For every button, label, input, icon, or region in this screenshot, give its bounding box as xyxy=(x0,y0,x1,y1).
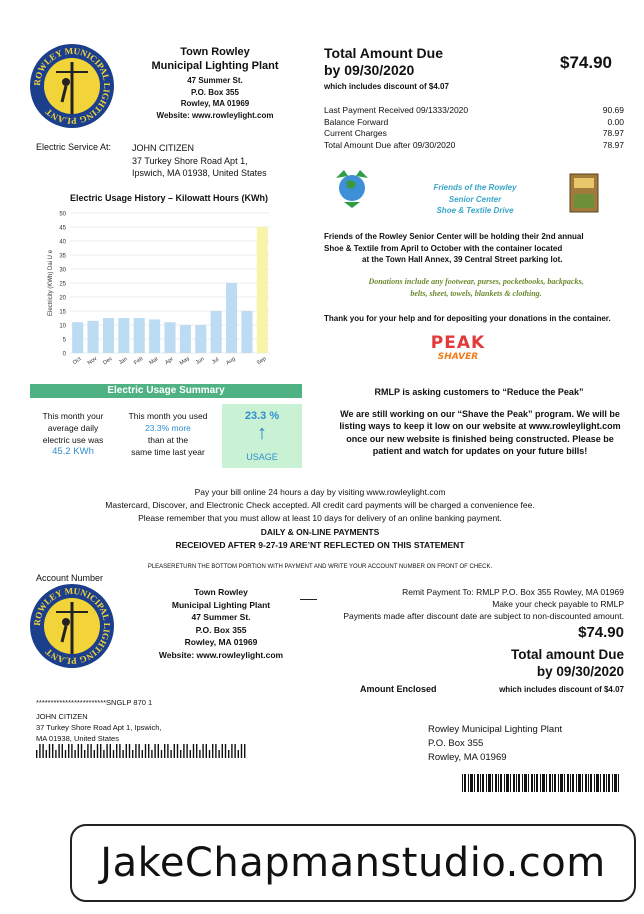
total-due-amount: $74.90 xyxy=(560,53,612,72)
ledger-row: Total Amount Due after 09/30/2020 78.97 xyxy=(324,139,624,150)
thanks-text: Thank you for your help and for depositing your donations in the container. xyxy=(324,314,611,323)
stub-address-3: Rowley, MA 01969 xyxy=(184,637,258,647)
utility-name: Town Rowley xyxy=(180,46,250,58)
recycle-globe-icon xyxy=(332,164,372,210)
chart-bar xyxy=(88,321,99,353)
stub-address-2: P.O. Box 355 xyxy=(195,624,247,635)
y-tick-label: 30 xyxy=(59,267,66,274)
account-number-label: Account Number xyxy=(36,573,104,583)
average-daily-use: 45.2 KWh xyxy=(52,446,94,457)
x-tick-label: Sep xyxy=(256,355,268,367)
remit-line-3: Payments made after discount date are subject to non-discounted amount. xyxy=(343,611,624,621)
notice-line-1: Pay your bill online 24 hours a day by visiting www.rowleylight.com xyxy=(194,487,446,497)
discount-note: which includes discount of $4.07 xyxy=(324,82,449,91)
service-address-1: 37 Turkey Shore Road Apt 1, xyxy=(132,155,248,166)
chart-bar xyxy=(257,227,268,353)
service-address-2: Ipswich, MA 01938, United States xyxy=(132,168,267,178)
notice-line-5: RECEIOVED AFTER 9-27-19 ARE’NT REFLECTED ON THIS STATEMENT xyxy=(175,539,465,550)
y-tick-label: 0 xyxy=(62,351,66,358)
stub-due-date: by 09/30/2020 xyxy=(536,664,624,679)
remit-line-2: Make your check payable to RMLP xyxy=(492,599,624,609)
rmlp-logo-stub xyxy=(30,584,114,668)
friends-title-3: Shoe & Textile Drive xyxy=(436,206,514,215)
utility-address-2: P.O. Box 355 xyxy=(191,87,239,97)
stub-customer-address-2: MA 01938, United States xyxy=(36,734,119,743)
x-tick-label: Aug xyxy=(225,355,237,367)
stub-customer-address-1: 37 Turkey Shore Road Apt 1, Ipswich, xyxy=(36,723,162,732)
utility-website: Website: www.rowleylight.com xyxy=(156,110,274,120)
ledger-row: Last Payment Received 09/1333/2020 90.69 xyxy=(324,105,624,115)
y-tick-label: 40 xyxy=(59,239,66,246)
summary-a3: electric use was xyxy=(42,435,104,445)
x-tick-label: Nov xyxy=(86,355,99,367)
summary-b1: This month you used xyxy=(128,411,208,421)
usage-change-box xyxy=(222,404,302,468)
stub-utility-name: Town Rowley xyxy=(194,587,248,597)
stub-due-title: Total amount Due xyxy=(511,647,624,662)
remit-to-name: Rowley Municipal Lighting Plant xyxy=(428,724,563,735)
y-tick-label: 25 xyxy=(59,281,66,288)
summary-a1: This month your xyxy=(42,411,104,421)
chart-bar xyxy=(164,322,175,353)
remit-to-city: Rowley, MA 01969 xyxy=(428,752,507,763)
arrow-up-icon: ↑ xyxy=(257,422,267,444)
y-tick-label: 5 xyxy=(62,337,66,344)
notice-line-4: DAILY & ON-LINE PAYMENTS xyxy=(260,526,380,537)
remit-to-box: P.O. Box 355 xyxy=(428,738,484,749)
total-due-title: Total Amount Due xyxy=(324,45,443,61)
rmlp-logo xyxy=(30,44,114,128)
y-tick-label: 50 xyxy=(59,211,66,218)
notice-line-2: Mastercard, Discover, and Electronic Check accepted. All credit card payments will be charged a convenience fee. xyxy=(105,500,535,511)
utility-subname: Municipal Lighting Plant xyxy=(151,60,279,72)
y-tick-label: 20 xyxy=(59,295,66,302)
ledger-row: Balance Forward 0.00 xyxy=(324,116,624,127)
amount-enclosed-label: Amount Enclosed xyxy=(360,684,437,694)
chart-bar xyxy=(226,283,237,353)
x-tick-label: Jan xyxy=(117,356,129,367)
y-tick-label: 15 xyxy=(59,309,66,316)
chart-bar xyxy=(103,318,114,353)
utility-address-3: Rowley, MA 01969 xyxy=(180,99,250,108)
donation-bin-icon xyxy=(566,170,602,214)
friends-text-2: Shoe & Textile from April to October with the container located xyxy=(324,243,563,253)
svg-text:ROWLEY MUNICIPAL LIGHTING PLAN: ROWLEY MUNICIPAL LIGHTING PLANT xyxy=(31,45,113,127)
peak-headline: RMLP is asking customers to “Reduce the Peak” xyxy=(374,387,584,397)
remit-line-1: Remit Payment To: RMLP P.O. Box 355 Rowley, MA 01969 xyxy=(402,587,624,597)
stub-utility-subname: Municipal Lighting Plant xyxy=(171,599,271,610)
donations-text-1: Donations include any footwear, purses, pocketbooks, backpacks, xyxy=(368,277,584,286)
service-label: Electric Service At: xyxy=(36,142,112,152)
y-tick-label: 35 xyxy=(59,253,66,260)
stub-customer-name: JOHN CITIZEN xyxy=(36,712,88,721)
x-tick-label: Feb xyxy=(133,356,145,367)
utility-address-1: 47 Summer St. xyxy=(187,76,243,85)
chart-bar xyxy=(180,325,191,353)
chart-title: Electric Usage History – Kilowatt Hours (KWh) xyxy=(69,193,269,203)
chart-bar xyxy=(149,319,160,353)
y-tick-label: 45 xyxy=(59,225,66,232)
percent-more: 23.3% more xyxy=(145,423,191,433)
x-tick-label: Mar xyxy=(148,356,160,367)
watermark-banner: JakeChapmanstudio.com xyxy=(70,824,636,902)
friends-title-1: Friends of the Rowley xyxy=(433,183,517,192)
return-instruction: PLEASERETURN THE BOTTOM PORTION WITH PAYMENT AND WRITE YOUR ACCOUNT NUMBER ON FRONT OF CHECK. xyxy=(147,564,493,570)
chart-bar xyxy=(118,318,129,353)
sngl-line: ************************SNGLP 870 1 xyxy=(36,698,153,707)
stub-discount: which includes discount of $4.07 xyxy=(499,685,624,694)
x-tick-label: Jun xyxy=(194,356,206,367)
usage-label: USAGE xyxy=(246,452,278,462)
notice-line-3: Please remember that you must allow at least 10 days for delivery of an online banking payment. xyxy=(138,513,502,524)
scan-barcode xyxy=(462,774,622,792)
stub-amount: $74.90 xyxy=(578,624,624,641)
summary-a2: average daily xyxy=(47,423,99,433)
stub-address-1: 47 Summer St. xyxy=(191,612,251,622)
friends-text-1: Friends of the Rowley Senior Center will be holding their 2nd annual xyxy=(324,232,584,241)
y-axis-label: Electricity (KWh) Dai U e xyxy=(48,249,54,317)
chart-bar xyxy=(241,311,252,353)
friends-text-3: at the Town Hall Annex, 39 Central Street parking lot. xyxy=(362,255,563,264)
chart-bar xyxy=(195,325,206,353)
peak-text-4: patient and watch for updates on your future bills! xyxy=(372,445,588,456)
customer-name: JOHN CITIZEN xyxy=(132,143,194,153)
x-tick-label: Oct xyxy=(71,356,83,367)
x-tick-label: Dec xyxy=(102,355,114,367)
postal-barcode xyxy=(36,744,251,758)
stub-website: Website: www.rowleylight.com xyxy=(158,649,284,660)
chart-bar xyxy=(211,311,222,353)
summary-b3: than at the xyxy=(147,435,189,445)
ledger xyxy=(324,105,624,151)
peak-text-3: once our new website is finished being constructed. Please be xyxy=(346,433,614,444)
chart-bar xyxy=(72,322,83,353)
summary-b4: same time last year xyxy=(131,447,205,457)
x-tick-label: Apr xyxy=(164,356,175,367)
peak-text-1: We are still working on our “Shave the Peak” program. We will be xyxy=(340,409,620,419)
peak-shaver-logo: PEAK SHAVER xyxy=(430,333,486,362)
friends-title-2: Senior Center xyxy=(448,194,502,204)
usage-chart xyxy=(44,205,276,375)
total-due-date: by 09/30/2020 xyxy=(324,62,415,78)
ledger-row: Current Charges 78.97 xyxy=(324,128,624,138)
usage-summary-title: Electric Usage Summary xyxy=(30,384,302,398)
x-tick-label: Jul xyxy=(210,356,221,366)
y-tick-label: 10 xyxy=(59,323,66,330)
peak-text-2: listing ways to keep it low on our website at www.rowleylight.com xyxy=(339,421,621,432)
x-tick-label: May xyxy=(178,355,191,367)
svg-text:ROWLEY MUNICIPAL LIGHTING PLAN: ROWLEY MUNICIPAL LIGHTING PLANT xyxy=(31,585,113,667)
donations-text-2: belts, sheet, towels, blankets & clothing. xyxy=(410,288,542,298)
usage-percent: 23.3 % xyxy=(244,410,280,422)
chart-bar xyxy=(134,318,145,353)
